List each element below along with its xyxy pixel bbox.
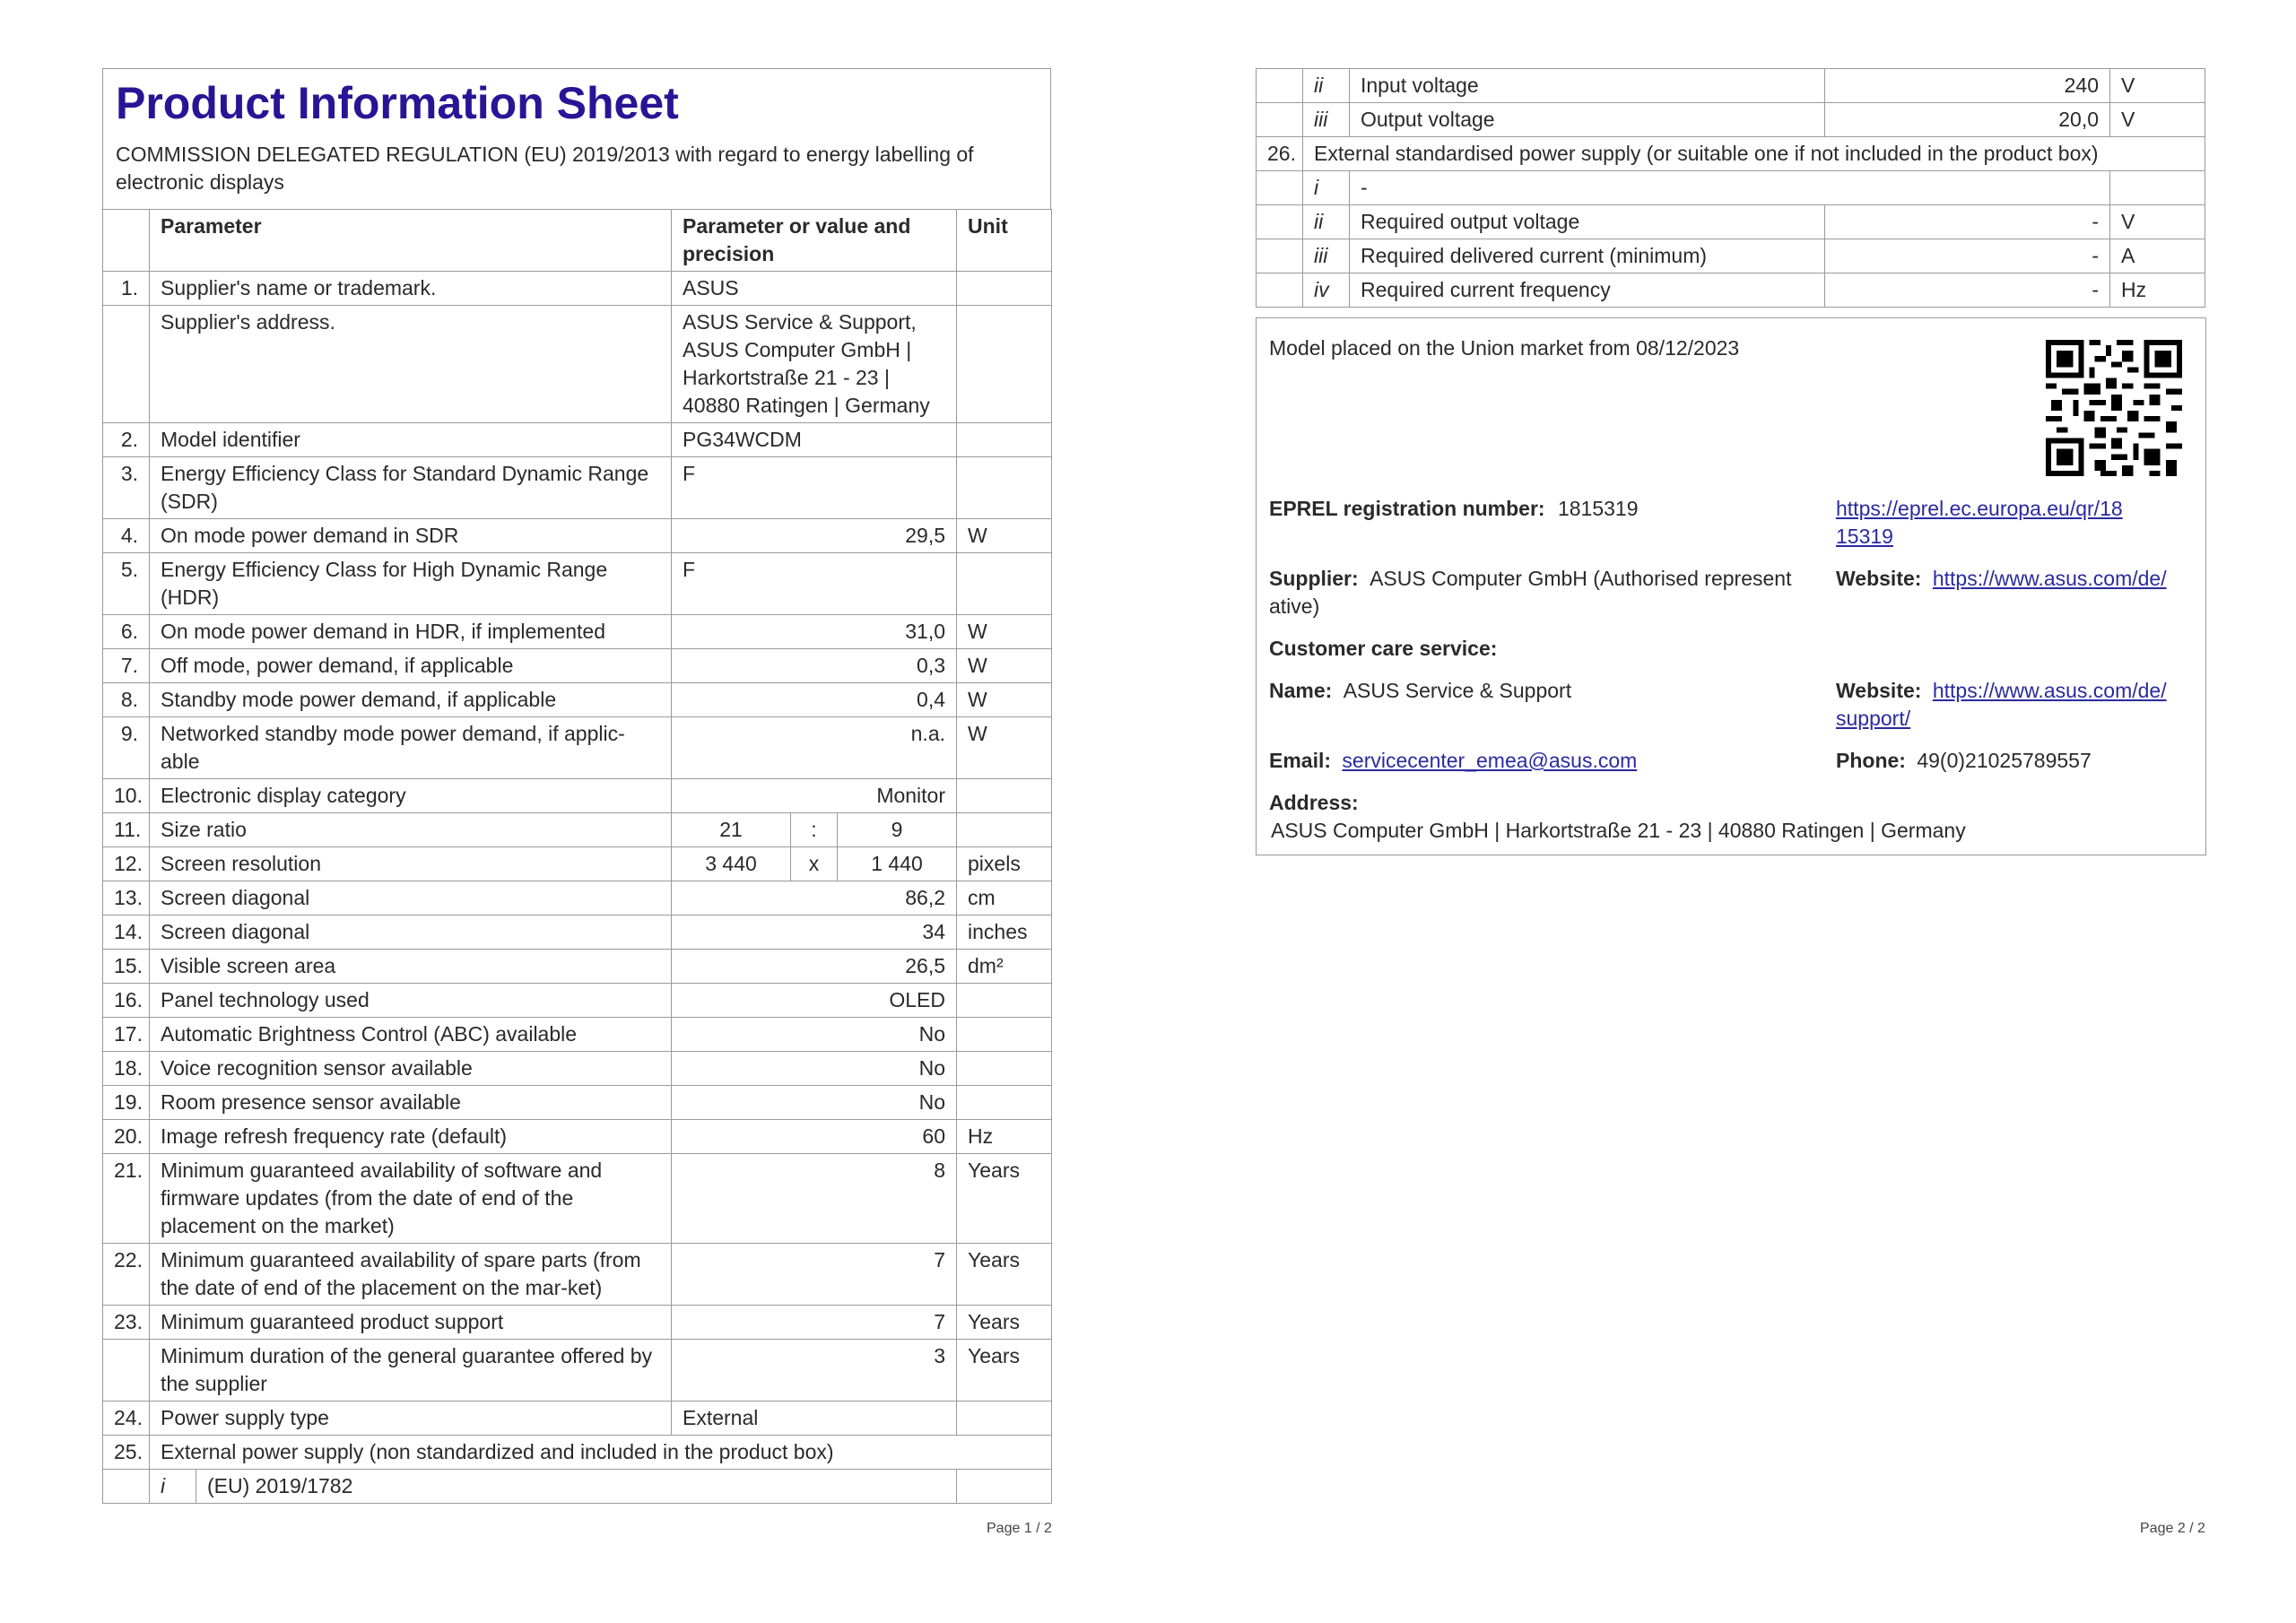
- row-unit: [957, 553, 1052, 615]
- row-value: 0,4: [672, 683, 957, 717]
- name-label: Name:: [1269, 679, 1333, 702]
- row-value: Monitor: [672, 779, 957, 813]
- support-website-line: [1836, 677, 2167, 733]
- row-value: 3: [672, 1340, 957, 1402]
- table-row: [103, 553, 1052, 615]
- row-parameter: Visible screen area: [150, 950, 672, 984]
- supplier-value-line-2: ative): [1269, 595, 1320, 618]
- row-unit: W: [957, 519, 1052, 553]
- row-parameter: Required current frequency: [1350, 273, 1825, 308]
- row-number: [103, 306, 150, 423]
- row-number: 24.: [103, 1402, 150, 1436]
- page-footer: Page 2 / 2: [2140, 1521, 2205, 1536]
- sheet-header: [102, 68, 1051, 209]
- row-value-a: 3 440: [672, 847, 791, 881]
- row-parameter: Networked standby mode power demand, if applic-able: [150, 717, 672, 779]
- eprel-label: EPREL registration number:: [1269, 497, 1545, 520]
- row-parameter: Size ratio: [150, 813, 672, 847]
- row-value: 8: [672, 1154, 957, 1244]
- row-parameter: Required output voltage: [1350, 205, 1825, 239]
- table-row: [1257, 137, 2205, 171]
- row-unit: Hz: [2110, 273, 2205, 308]
- row-number: 15.: [103, 950, 150, 984]
- row-parameter: External standardised power supply (or suitable one if not included in the product box): [1303, 137, 2205, 171]
- table-row: [103, 423, 1052, 457]
- table-row: [103, 984, 1052, 1018]
- row-number: 9.: [103, 717, 150, 779]
- row-unit: [957, 423, 1052, 457]
- row-parameter: External power supply (non standardized and included in the product box): [150, 1436, 1052, 1470]
- row-parameter: Electronic display category: [150, 779, 672, 813]
- page-subtitle: COMMISSION DELEGATED REGULATION (EU) 2019/2013 with regard to energy labelling of electronic displays: [116, 143, 974, 194]
- row-number: 11.: [103, 813, 150, 847]
- table-row: [103, 847, 1052, 881]
- supplier-line: [1269, 565, 1807, 621]
- row-number: 20.: [103, 1120, 150, 1154]
- phone-label: Phone:: [1836, 749, 1906, 772]
- row-parameter: Output voltage: [1350, 103, 1825, 137]
- row-unit: cm: [957, 881, 1052, 916]
- email-link[interactable]: servicecenter_emea@asus.com: [1342, 749, 1638, 772]
- row-number: 12.: [103, 847, 150, 881]
- row-subnumber: iii: [1303, 103, 1350, 137]
- row-value: n.a.: [672, 717, 957, 779]
- row-unit: [957, 779, 1052, 813]
- row-parameter: On mode power demand in HDR, if implemented: [150, 615, 672, 649]
- continued-table: [1256, 68, 2205, 308]
- eprel-link-line-2[interactable]: 15319: [1836, 525, 1893, 548]
- row-value-b: 9: [838, 813, 957, 847]
- row-value: 26,5: [672, 950, 957, 984]
- row-value: PG34WCDM: [672, 423, 957, 457]
- support-website-link-line-2[interactable]: support/: [1836, 707, 1911, 730]
- row-parameter: Voice recognition sensor available: [150, 1052, 672, 1086]
- row-number: 2.: [103, 423, 150, 457]
- supplier-info-box: [1256, 317, 2206, 855]
- website-link[interactable]: https://www.asus.com/de/: [1932, 567, 2167, 590]
- row-parameter: Minimum guaranteed product support: [150, 1306, 672, 1340]
- email-label: Email:: [1269, 749, 1332, 772]
- row-parameter: Off mode, power demand, if applicable: [150, 649, 672, 683]
- table-row: [103, 916, 1052, 950]
- row-unit: Hz: [957, 1120, 1052, 1154]
- row-parameter: Minimum guaranteed availability of software and firmware updates (from the date of end of the placement on the market): [150, 1154, 672, 1244]
- row-unit: V: [2110, 103, 2205, 137]
- table-row: [103, 272, 1052, 306]
- row-subnumber: ii: [1303, 69, 1350, 103]
- row-number: 3.: [103, 457, 150, 519]
- row-subnumber: iii: [1303, 239, 1350, 273]
- eprel-number: 1815319: [1557, 497, 1639, 520]
- table-row: [103, 881, 1052, 916]
- row-unit: [957, 1402, 1052, 1436]
- table-row: [103, 457, 1052, 519]
- row-parameter: Supplier's name or trademark.: [150, 272, 672, 306]
- row-number: 10.: [103, 779, 150, 813]
- row-number: 18.: [103, 1052, 150, 1086]
- table-row: [103, 615, 1052, 649]
- row-unit: dm²: [957, 950, 1052, 984]
- page-footer: Page 1 / 2: [987, 1521, 1052, 1536]
- row-parameter: Supplier's address.: [150, 306, 672, 423]
- row-value-separator: x: [791, 847, 838, 881]
- row-number: 19.: [103, 1086, 150, 1120]
- row-number: 13.: [103, 881, 150, 916]
- table-row: [103, 1052, 1052, 1086]
- row-unit: inches: [957, 916, 1052, 950]
- phone-line: [1836, 747, 2092, 775]
- row-unit: V: [2110, 205, 2205, 239]
- row-number: 21.: [103, 1154, 150, 1244]
- table-row: [103, 1154, 1052, 1244]
- website-line: [1836, 565, 2167, 593]
- row-unit: [957, 1086, 1052, 1120]
- row-unit: [957, 1052, 1052, 1086]
- website-label: Website:: [1836, 567, 1922, 590]
- row-number: 7.: [103, 649, 150, 683]
- row-number: 17.: [103, 1018, 150, 1052]
- row-parameter: -: [1350, 171, 2110, 205]
- table-row: [103, 649, 1052, 683]
- supplier-value-line-1: ASUS Computer GmbH (Authorised represent: [1370, 567, 1792, 590]
- table-row: [103, 306, 1052, 423]
- row-value: -: [1825, 205, 2110, 239]
- row-unit: Years: [957, 1154, 1052, 1244]
- table-row: [103, 1402, 1052, 1436]
- row-unit: [957, 1470, 1052, 1504]
- table-row: [103, 1306, 1052, 1340]
- row-parameter: Screen resolution: [150, 847, 672, 881]
- row-number: 4.: [103, 519, 150, 553]
- row-value: F: [672, 457, 957, 519]
- row-unit: W: [957, 683, 1052, 717]
- table-row: [103, 813, 1052, 847]
- row-number: 5.: [103, 553, 150, 615]
- row-unit: [957, 272, 1052, 306]
- row-parameter: Standby mode power demand, if applicable: [150, 683, 672, 717]
- row-value-b: 1 440: [838, 847, 957, 881]
- row-parameter: (EU) 2019/1782: [196, 1470, 957, 1504]
- row-unit: V: [2110, 69, 2205, 103]
- row-parameter: Minimum guaranteed availability of spare parts (from the date of end of the placement on the mar-ket): [150, 1244, 672, 1306]
- table-row: [1257, 103, 2205, 137]
- row-unit: W: [957, 615, 1052, 649]
- customer-care-heading: Customer care service:: [1269, 637, 1498, 660]
- eprel-link-line-1[interactable]: https://eprel.ec.europa.eu/qr/18: [1836, 497, 2123, 520]
- row-number: 6.: [103, 615, 150, 649]
- row-number: [103, 1340, 150, 1402]
- table-row: [103, 1436, 1052, 1470]
- header-value: Parameter or value and precision: [672, 210, 957, 272]
- row-unit: Years: [957, 1244, 1052, 1306]
- row-value: -: [1825, 239, 2110, 273]
- name-value: ASUS Service & Support: [1343, 679, 1572, 702]
- row-value: 240: [1825, 69, 2110, 103]
- row-value: OLED: [672, 984, 957, 1018]
- page-2: [1256, 68, 2205, 308]
- row-unit: Years: [957, 1340, 1052, 1402]
- row-number: 1.: [103, 272, 150, 306]
- row-unit: W: [957, 649, 1052, 683]
- table-row: [1257, 171, 2205, 205]
- table-row: [103, 950, 1052, 984]
- header-unit: Unit: [957, 210, 1052, 272]
- row-number: 25.: [103, 1436, 150, 1470]
- row-value-separator: :: [791, 813, 838, 847]
- row-unit: Years: [957, 1306, 1052, 1340]
- row-unit: A: [2110, 239, 2205, 273]
- row-value: 86,2: [672, 881, 957, 916]
- row-value: No: [672, 1086, 957, 1120]
- row-unit: [957, 813, 1052, 847]
- row-parameter: Automatic Brightness Control (ABC) available: [150, 1018, 672, 1052]
- row-parameter: Power supply type: [150, 1402, 672, 1436]
- table-row: [103, 1470, 1052, 1504]
- table-row: [103, 779, 1052, 813]
- row-parameter: Input voltage: [1350, 69, 1825, 103]
- row-value: No: [672, 1018, 957, 1052]
- page-title: Product Information Sheet: [116, 78, 679, 128]
- row-unit: W: [957, 717, 1052, 779]
- address-value: ASUS Computer GmbH | Harkortstraße 21 - 23 | 40880 Ratingen | Germany: [1271, 819, 1966, 842]
- row-parameter: Screen diagonal: [150, 916, 672, 950]
- row-parameter: Energy Efficiency Class for Standard Dynamic Range (SDR): [150, 457, 672, 519]
- row-parameter: Required delivered current (minimum): [1350, 239, 1825, 273]
- row-number: 23.: [103, 1306, 150, 1340]
- support-website-label: Website:: [1836, 679, 1922, 702]
- row-value: -: [1825, 273, 2110, 308]
- row-number: 16.: [103, 984, 150, 1018]
- row-value: ASUS: [672, 272, 957, 306]
- row-parameter: Panel technology used: [150, 984, 672, 1018]
- table-row: [103, 1340, 1052, 1402]
- row-value-a: 21: [672, 813, 791, 847]
- qr-code-icon: [2046, 340, 2182, 476]
- header-parameter: Parameter: [150, 210, 672, 272]
- row-parameter: Model identifier: [150, 423, 672, 457]
- table-row: [1257, 239, 2205, 273]
- row-parameter: Energy Efficiency Class for High Dynamic Range (HDR): [150, 553, 672, 615]
- phone-value: 49(0)21025789557: [1917, 749, 2092, 772]
- row-parameter: Minimum duration of the general guarantee offered by the supplier: [150, 1340, 672, 1402]
- row-unit: [957, 457, 1052, 519]
- row-value: 20,0: [1825, 103, 2110, 137]
- row-value: 34: [672, 916, 957, 950]
- table-row: [103, 519, 1052, 553]
- row-value: 7: [672, 1244, 957, 1306]
- name-line: [1269, 677, 1571, 705]
- row-value: F: [672, 553, 957, 615]
- eprel-line: [1269, 495, 1639, 523]
- table-row: [103, 717, 1052, 779]
- row-value: 0,3: [672, 649, 957, 683]
- row-subnumber: ii: [1303, 205, 1350, 239]
- table-row: [103, 1018, 1052, 1052]
- row-unit: pixels: [957, 847, 1052, 881]
- email-line: [1269, 747, 1637, 775]
- row-number: 14.: [103, 916, 150, 950]
- row-parameter: Screen diagonal: [150, 881, 672, 916]
- address-label: Address:: [1269, 791, 1359, 814]
- row-value: No: [672, 1052, 957, 1086]
- table-row: [103, 1244, 1052, 1306]
- row-value: ASUS Service & Support, ASUS Computer GmbH | Harkortstraße 21 - 23 | 40880 Ratingen | Germany: [672, 306, 957, 423]
- row-value: 7: [672, 1306, 957, 1340]
- table-header-row: [103, 210, 1052, 272]
- table-row: [1257, 273, 2205, 308]
- row-value: 60: [672, 1120, 957, 1154]
- parameter-table: [102, 209, 1052, 1504]
- row-parameter: Room presence sensor available: [150, 1086, 672, 1120]
- market-date: Model placed on the Union market from 08/12/2023: [1269, 336, 1740, 360]
- table-row: [103, 683, 1052, 717]
- row-unit: [957, 1018, 1052, 1052]
- row-parameter: On mode power demand in SDR: [150, 519, 672, 553]
- row-unit: [957, 306, 1052, 423]
- table-row: [103, 1120, 1052, 1154]
- table-row: [103, 1086, 1052, 1120]
- row-number: 8.: [103, 683, 150, 717]
- page-1: [102, 68, 1051, 1504]
- row-subnumber: i: [1303, 171, 1350, 205]
- table-row: [1257, 69, 2205, 103]
- support-website-link-line-1[interactable]: https://www.asus.com/de/: [1932, 679, 2167, 702]
- row-subnumber: iv: [1303, 273, 1350, 308]
- eprel-link[interactable]: [1836, 495, 2123, 551]
- row-value: 31,0: [672, 615, 957, 649]
- row-unit: [957, 984, 1052, 1018]
- row-value: External: [672, 1402, 957, 1436]
- row-parameter: Image refresh frequency rate (default): [150, 1120, 672, 1154]
- row-number: 22.: [103, 1244, 150, 1306]
- row-unit: [2110, 171, 2205, 205]
- row-value: 29,5: [672, 519, 957, 553]
- supplier-label: Supplier:: [1269, 567, 1359, 590]
- row-number: 26.: [1257, 137, 1303, 171]
- row-subnumber: i: [150, 1470, 196, 1504]
- table-row: [1257, 205, 2205, 239]
